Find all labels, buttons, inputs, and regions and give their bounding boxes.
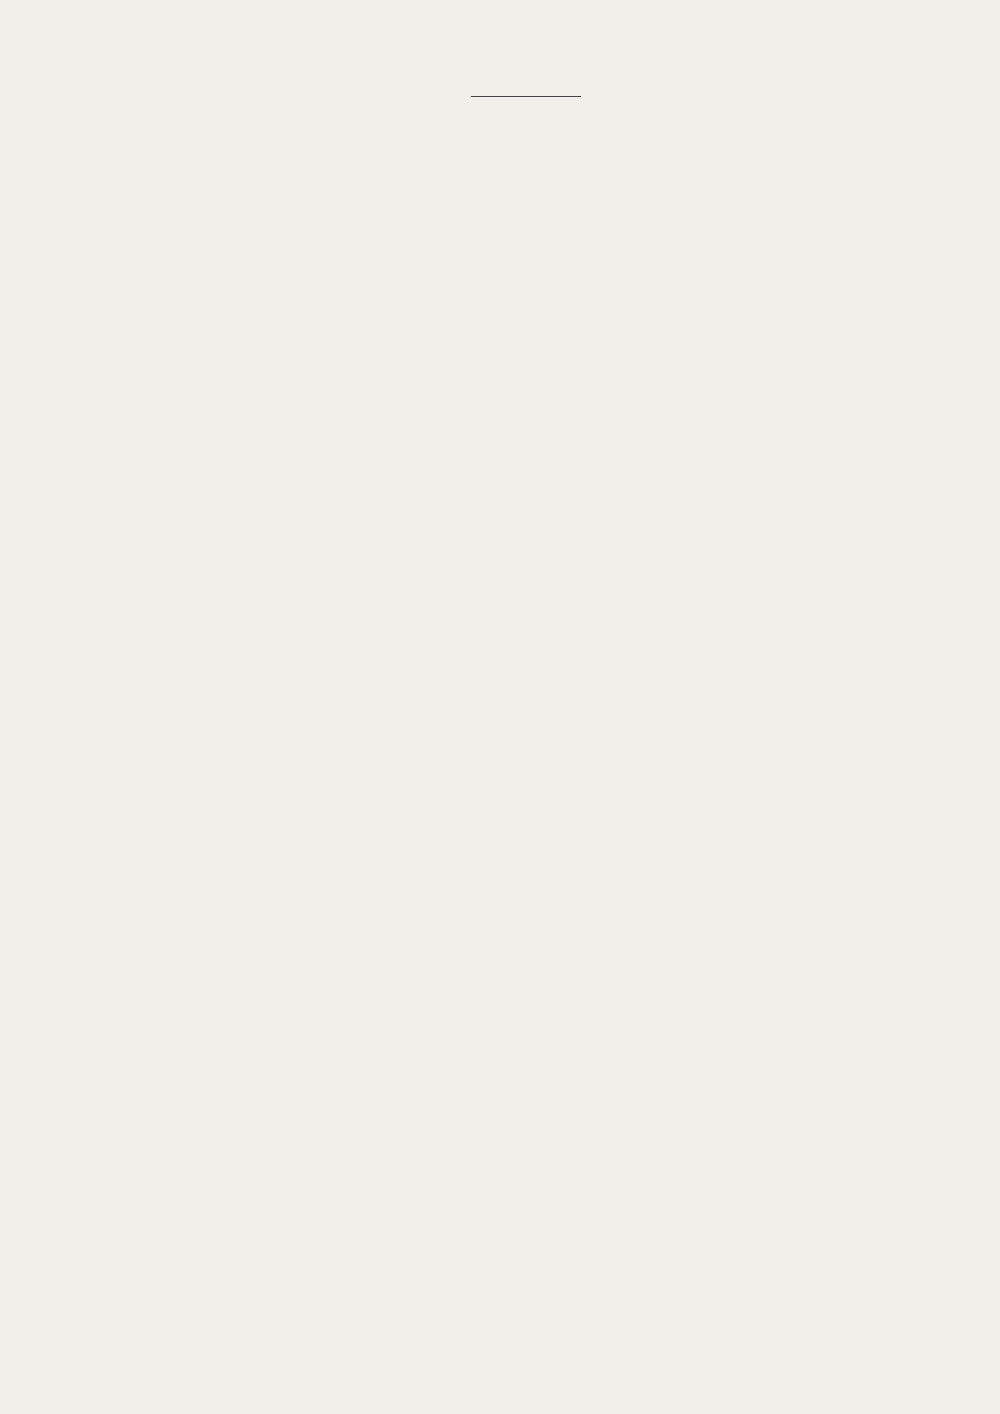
separator — [471, 96, 581, 97]
page-header — [0, 36, 1000, 66]
page-content — [118, 82, 934, 111]
